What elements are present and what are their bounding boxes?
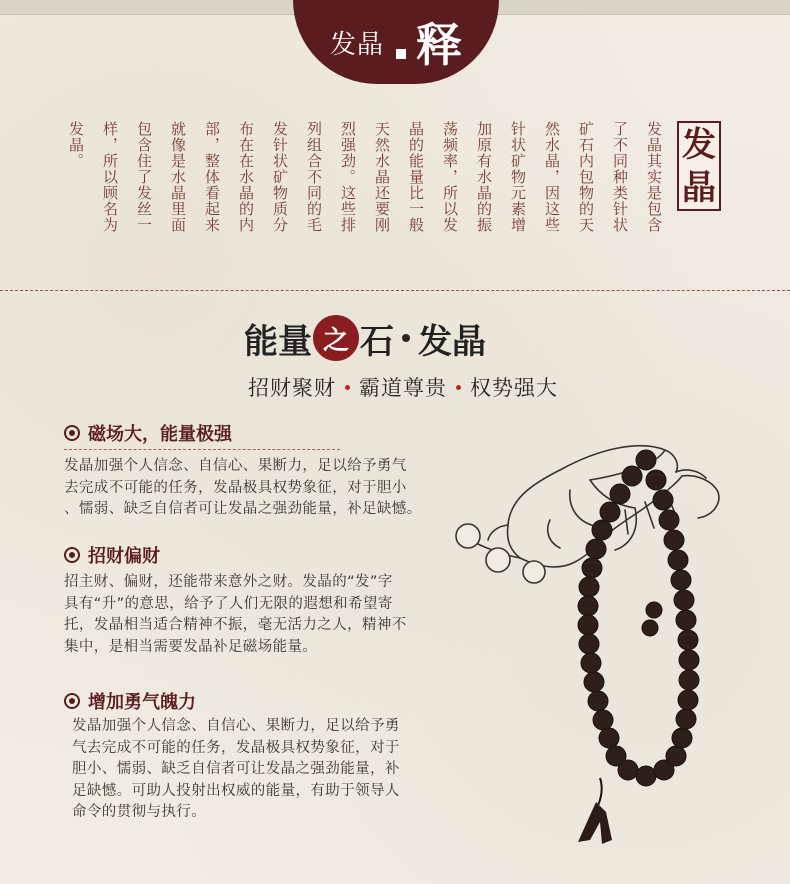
vertical-column: 烈强劲。这些排	[339, 121, 357, 233]
headline-part: 发晶	[418, 321, 486, 362]
target-icon	[64, 425, 80, 441]
hand-bracelet-illustration	[450, 430, 780, 850]
subheadline	[248, 372, 558, 402]
section-title	[64, 420, 232, 446]
target-icon	[64, 693, 80, 709]
vertical-column: 了不同种类针状	[611, 121, 629, 233]
subhead-item: 招财聚财	[248, 376, 336, 400]
paragraph-line: 、懦弱、缺乏自信者可让发晶之强劲能量，补足缺憾。	[64, 501, 422, 517]
paragraph-line: 命令的贯彻与执行。	[72, 804, 207, 820]
paragraph-line: 胆小、懦弱、缺乏自信者可让发晶之强劲能量，补	[72, 761, 400, 777]
section-title-text: 增加勇气魄力	[88, 692, 196, 713]
paragraph-line: 气去完成不可能的任务，发晶极具权势象征，对于	[72, 739, 400, 756]
headline-part: 能量	[244, 321, 312, 362]
red-dot	[456, 385, 461, 390]
vertical-column: 列组合不同的毛	[305, 121, 323, 233]
vertical-column: 然水晶，因这些	[543, 121, 561, 233]
paragraph-line: 足缺憾。可助人投射出权威的能量，有助于领导人	[72, 782, 400, 799]
paragraph-line: 集中，是相当需要发晶补足磁场能量。	[64, 638, 318, 655]
section-paragraph	[64, 572, 407, 658]
headline-dot	[402, 334, 410, 342]
headline	[244, 316, 486, 360]
section-paragraph	[64, 456, 422, 521]
seal-char: 发	[682, 124, 716, 165]
bracelet-tassel	[578, 778, 612, 844]
paragraph-line: 去完成不可能的任务，发晶极具权势象征，对于胆小	[64, 479, 407, 496]
vertical-column: 发针状矿物质分	[271, 121, 289, 233]
vertical-column: 包含住了发丝一	[135, 121, 153, 233]
section-title	[64, 542, 160, 568]
vertical-column: 就像是水晶里面	[169, 121, 187, 233]
paragraph-line: 发晶加强个人信念、自信心、果断力，足以给予勇气	[64, 458, 407, 474]
paragraph-line: 发晶加强个人信念、自信心、果断力，足以给予勇	[72, 718, 400, 734]
seal-stamp	[677, 121, 721, 211]
target-icon	[64, 547, 80, 563]
paragraph-line: 具有“升”的意思，给予了人们无限的遐想和希望寄	[64, 595, 393, 612]
hand-loose-beads	[456, 524, 545, 583]
vertical-column: 发晶。	[67, 121, 85, 169]
vertical-column: 矿石内包物的天	[577, 121, 595, 233]
vertical-column: 天然水晶还要刚	[373, 121, 391, 233]
paragraph-line: 招主财、偏财，还能带来意外之财。发晶的“发”字	[64, 574, 393, 590]
banner-big-text: 释	[416, 18, 462, 72]
section-title-text: 磁场大，能量极强	[88, 424, 232, 445]
section-divider	[0, 290, 790, 291]
section-rule	[64, 449, 340, 450]
headline-part: 石	[360, 321, 394, 362]
banner-small-text: 发晶	[329, 29, 384, 60]
red-dot	[345, 385, 350, 390]
bracelet-beads	[578, 450, 699, 786]
vertical-column: 部，整体看起来	[203, 121, 221, 233]
banner-dot	[396, 49, 406, 59]
vertical-column: 样，所以顾名为	[101, 121, 119, 233]
vertical-column: 荡频率，所以发	[441, 121, 459, 233]
vertical-column: 加原有水晶的振	[475, 121, 493, 233]
subhead-item: 霸道尊贵	[359, 376, 447, 400]
seal-char: 晶	[682, 167, 716, 208]
vertical-column: 布在在水晶的内	[237, 121, 255, 233]
subhead-item: 权势强大	[470, 376, 558, 400]
vertical-text-block	[62, 121, 662, 251]
vertical-column: 发晶其实是包含	[645, 121, 663, 233]
section-title-text: 招财偏财	[88, 546, 160, 567]
headline-zhi-badge: 之	[313, 315, 359, 361]
vertical-column: 针状矿物元素增	[509, 121, 527, 233]
section-title	[64, 688, 196, 714]
vertical-column: 晶的能量比一般	[407, 121, 425, 233]
paragraph-line: 托，发晶相当适合精神不振，毫无活力之人，精神不	[64, 617, 407, 633]
section-paragraph	[72, 716, 400, 824]
